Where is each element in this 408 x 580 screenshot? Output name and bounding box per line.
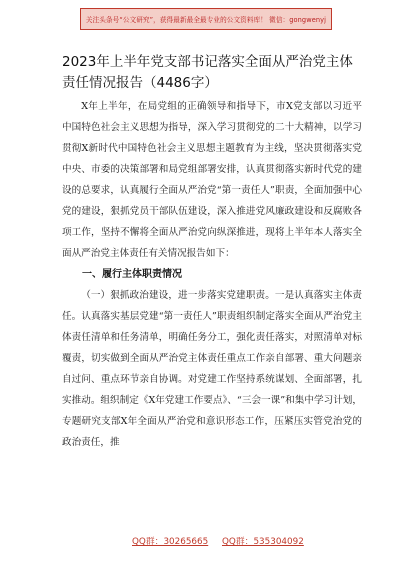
intro-paragraph: X年上半年，在局党组的正确领导和指导下，市X党支部以习近平中国特色社会主义思想为指导，深入学习贯彻党的二十大精神，以学习贯彻X新时代中国特色社会主义思想主题教育为主线，坚决贯彻落实党中央、市委的决策部署和局党组部署安排，认真贯彻落实新时代党的建设的总要求，认真履行全面从严治党“第一责任人”职责，全面加强中心党的建设，狠抓党员干部队伍建设，深入推进党风廉政建设和反腐败各项工作，坚持不懈将全面从严治党向纵深推进，现将上半年本人落实全面从严治党主体责任有关情况报告如下：: [62, 101, 362, 259]
body-paragraph: （一）狠抓政治建设，进一步落实党建职责。一是认真落实主体责任。认真落实基层党建“第一责任人”职责组织制定落实全面从严治党主体责任清单和任务清单，明确任务分工，强化责任落实，对照清单对标覆责，切实做到全面从严治党主体责任重点工作亲自部署、重大问题亲自过问、重点环节亲自协调。对党建工作坚持系统谋划、全面部署，扎实推动。组织制定《X年党建工作要点》、“三会一课”和集中学习计划，专题研究支部X年全面从严治党和意识形态工作，压紧压实管党治党的政治责任，推: [62, 290, 362, 448]
header-banner: [80, 8, 332, 30]
banner-text: 关注头条号“公文研究”，获得最新最全最专业的公文资料库！ 微信：gongwenyj: [85, 16, 327, 24]
qq-group-link-1[interactable]: QQ群：30265665: [132, 537, 209, 547]
section-heading: 一、履行主体职责情况: [82, 269, 182, 280]
document-body: [62, 96, 362, 453]
footer: [0, 532, 408, 552]
qq-group-link-2[interactable]: QQ群：535304092: [222, 537, 304, 547]
document-title: 2023年上半年党支部书记落实全面从严治党主体责任情况报告（4486字）: [62, 54, 353, 91]
